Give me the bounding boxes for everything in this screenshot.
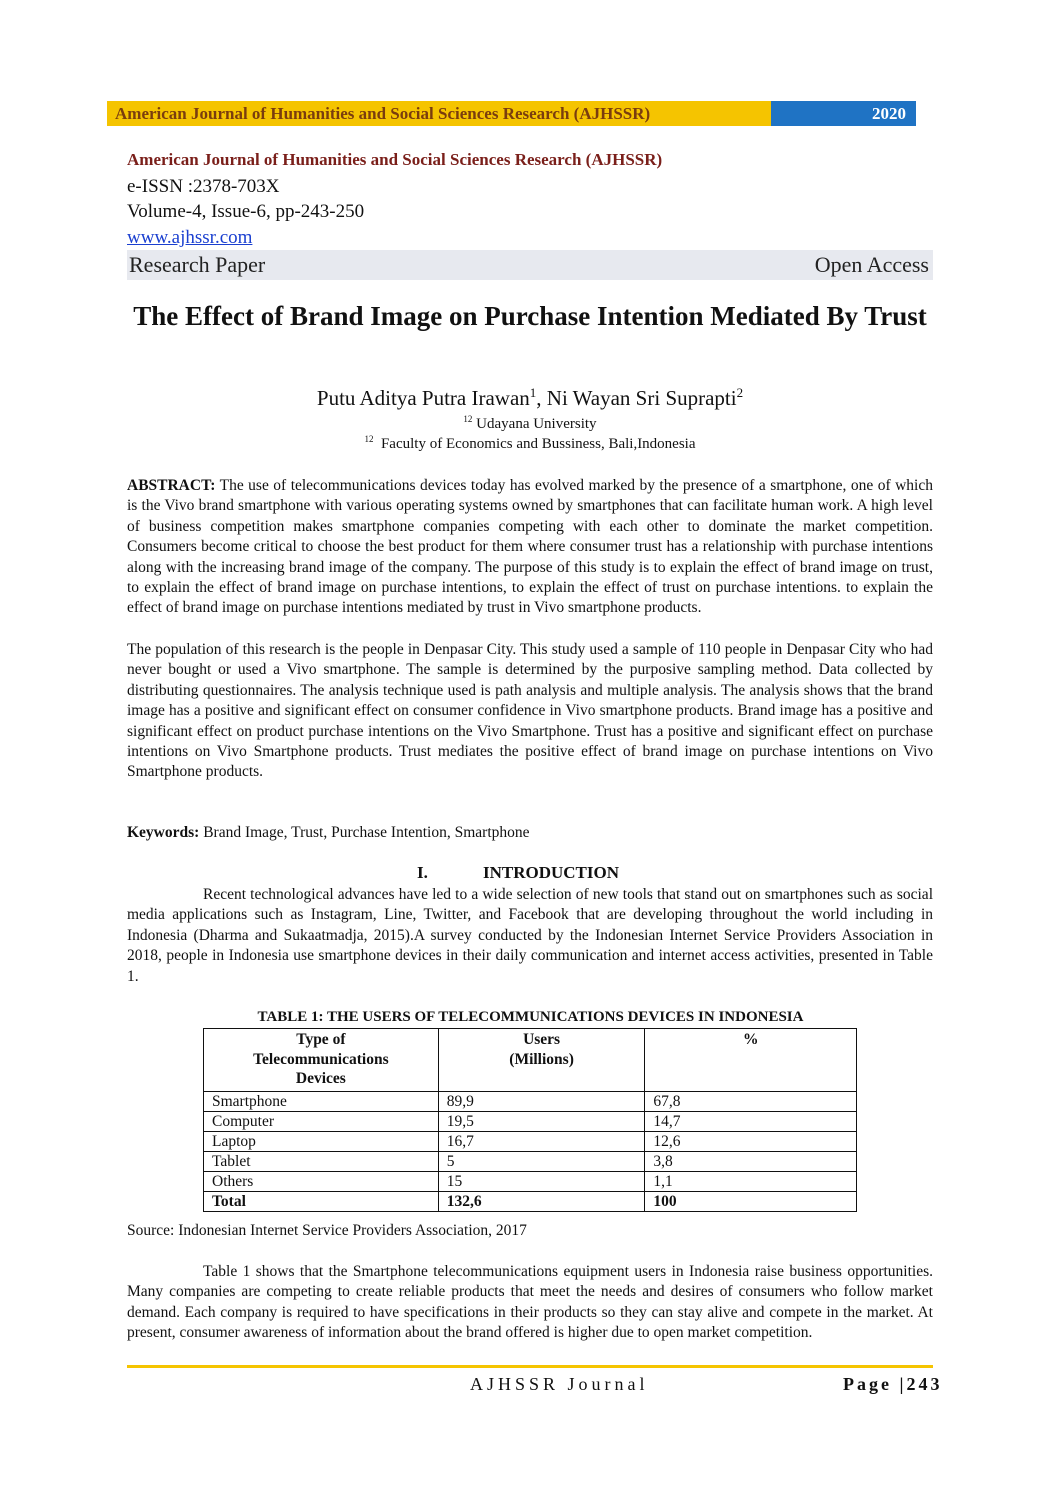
table-cell: Laptop <box>204 1131 439 1151</box>
access-type: Open Access <box>814 252 929 277</box>
table-cell: 16,7 <box>438 1131 645 1151</box>
section-title: INTRODUCTION <box>483 863 620 882</box>
footer-journal: AJHSSR Journal <box>470 1374 649 1394</box>
table-cell: Smartphone <box>204 1091 439 1111</box>
author-1-affil: 1 <box>529 385 537 400</box>
table-row <box>204 1131 857 1151</box>
keywords-text: Brand Image, Trust, Purchase Intention, Smartphone <box>199 824 530 841</box>
table-cell: 15 <box>438 1171 645 1191</box>
affiliation-1-sup: 12 <box>463 414 473 424</box>
affiliation-1 <box>127 414 933 433</box>
table-cell: 12,6 <box>645 1131 857 1151</box>
abstract-text: The use of telecommunications devices today has evolved marked by the presence of a smartphone, one of which is the Vivo brand smartphone with various operating systems owned by smartphones that can facilitate human work. A high level of business competition makes smartphone companies competing with each other to dominate the market competition. Consumers become critical to choose the best product for them where consumer trust has a relationship with purchase intentions along with the increasing brand image of the company. The purpose of this study is to explain the effect of brand image on trust, to explain the effect of brand image on purchase intentions, to explain the effect of trust on purchase intentions. to explain the effect of brand image on purchase intentions mediated by trust in Vivo smartphone products. <box>127 477 933 617</box>
author-2: Ni Wayan Sri Suprapti <box>546 386 737 410</box>
table-header-percent: % <box>645 1029 857 1092</box>
abstract-paragraph-2: The population of this research is the people in Denpasar City. This study used a sample of 110 people in Denpasar City who had never bought or used a Vivo smartphone. The sample is determined by the purposive sampling method. Data collected by distributing questionnaires. The analysis technique used is path analysis and multiple analysis. The analysis shows that the brand image has a positive and significant effect on consumer confidence in Vivo smartphone products. Brand image has a positive and significant effect on product purchase intentions on the Vivo Smartphone. Trust has a positive and significant effect on purchase intentions on Vivo Smartphone products. Trust mediates the positive effect of brand image on purchase intentions on Vivo Smartphone products. <box>127 641 933 781</box>
keywords <box>127 823 933 843</box>
table-source: Source: Indonesian Internet Service Providers Association, 2017 <box>127 1222 527 1239</box>
journal-url-link[interactable]: www.ajhssr.com <box>127 227 253 248</box>
table-cell: 14,7 <box>645 1111 857 1131</box>
affiliation-2 <box>127 434 933 453</box>
paper-title: The Effect of Brand Image on Purchase Intention Mediated By Trust <box>133 301 927 331</box>
table-cell: Computer <box>204 1111 439 1131</box>
abstract-paragraph <box>127 476 933 619</box>
author-1: Putu Aditya Putra Irawan <box>316 386 530 410</box>
table-header-row <box>204 1029 857 1092</box>
affiliation-2-text: Faculty of Economics and Bussiness, Bali,Indonesia <box>373 436 696 452</box>
table-caption: TABLE 1: THE USERS OF TELECOMMUNICATIONS DEVICES IN INDONESIA <box>257 1009 804 1025</box>
footer-page <box>843 1374 942 1395</box>
keywords-label: Keywords: <box>127 824 200 841</box>
author-list <box>127 385 933 411</box>
discussion-paragraph: Table 1 shows that the Smartphone telecommunications equipment users in Indonesia raise business opportunities. Many companies are competing to create reliable products that meet the needs and desires of consumers who follow market demand. Each company is required to have specifications in their products so they can stay alive and compete in the market. At present, consumer awareness of information about the brand offered is higher due to open market competition. <box>127 1263 933 1342</box>
table-cell: 1,1 <box>645 1171 857 1191</box>
table-cell: 5 <box>438 1151 645 1171</box>
table-cell: 132,6 <box>438 1191 645 1211</box>
footer-page-number: 243 <box>906 1374 943 1394</box>
author-2-affil: 2 <box>736 385 744 400</box>
affiliation-1-text: Udayana University <box>472 416 597 432</box>
table-cell: Others <box>204 1171 439 1191</box>
users-table <box>203 1028 857 1212</box>
table-header-type: Type of Telecommunications Devices <box>204 1029 439 1092</box>
journal-name: American Journal of Humanities and Social Sciences Research (AJHSSR) <box>127 150 663 169</box>
author-separator: , <box>536 386 547 410</box>
intro-paragraph: Recent technological advances have led to a wide selection of new tools that stand out on smartphones such as social media applications such as Instagram, Line, Twitter, and Facebook that are developing throughout the world including in Indonesia (Dharma and Sukaatmadja, 2015).A survey conducted by the Indonesian Internet Service Providers Association in 2018, people in Indonesia use smartphone devices in their daily communication and internet access activities, presented in Table 1. <box>127 886 933 985</box>
table-cell: 19,5 <box>438 1111 645 1131</box>
table-cell: 89,9 <box>438 1091 645 1111</box>
paper-type: Research Paper <box>129 252 266 277</box>
journal-issn: e-ISSN :2378-703X <box>127 176 280 197</box>
running-header-year: 2020 <box>771 101 916 126</box>
section-number: I. <box>417 863 428 882</box>
table-cell: Tablet <box>204 1151 439 1171</box>
table-cell: 3,8 <box>645 1151 857 1171</box>
affiliation-2-sup: 12 <box>364 434 374 444</box>
table-total-row <box>204 1191 857 1211</box>
abstract-label: ABSTRACT: <box>127 477 216 494</box>
table-row <box>204 1111 857 1131</box>
table-row <box>204 1151 857 1171</box>
table-cell: Total <box>204 1191 439 1211</box>
footer-rule <box>127 1365 933 1368</box>
table-cell: 100 <box>645 1191 857 1211</box>
running-header-journal: American Journal of Humanities and Social Sciences Research (AJHSSR) <box>107 101 771 126</box>
table-row <box>204 1091 857 1111</box>
table-cell: 67,8 <box>645 1091 857 1111</box>
footer-page-label: Page | <box>843 1374 907 1394</box>
journal-volume: Volume-4, Issue-6, pp-243-250 <box>127 201 365 222</box>
table-row <box>204 1171 857 1191</box>
table-header-users: Users (Millions) <box>438 1029 645 1092</box>
